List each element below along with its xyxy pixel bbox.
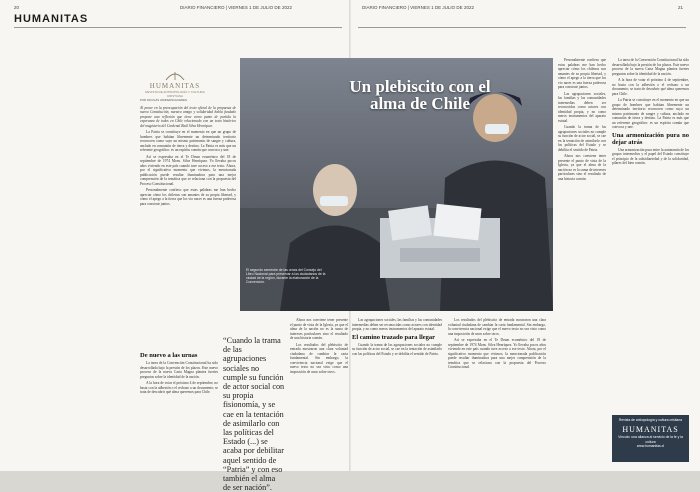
body-paragraph: Cuando la trama de las agrupaciones sociales no cumple su función de actor social, se cae en la tentación de asimilarlo con las políticas del Estado y se debilita el sentido de Patria. bbox=[352, 342, 442, 356]
body-paragraph: Los resultados del plebiscito de entrada mostraron una clara voluntad ciudadana de cambiar la carta fundamental. Sin embargo, la convivencia nacional exige que el nuevo texto no sea visto como una imposición de unos sobre otros. bbox=[290, 342, 348, 374]
promo-line-1: Revista de antropología y cultura cristiana bbox=[618, 418, 683, 422]
body-paragraph: A la hora de votar el próximo 4 de septiembre, no basta con la adhesión o el rechazo a un documento; se trata de descubrir qué alma queremos para Chile. bbox=[612, 78, 689, 96]
body-paragraph: Una armonización pura entre la autonomía de los grupos intermedios y el papel del Estado constituye el principio de la subsidiariedad y de la solidaridad, pilares del bien común. bbox=[612, 147, 689, 165]
body-paragraph: La Patria se constituye en el momento en que un grupo de hombres que habitan libremente un determinado territorio reconocen como suyo un mismo patrimonio de sangre y cultura, anclado en comunión de tierra y destino. La Patria es más que un referente geográfico: es un espíritu común que convoca y une. bbox=[612, 98, 689, 129]
body-paragraph: Así se expresaba en el Te Deum ecuménico del 18 de septiembre de 1974 Mons. Silva Henríquez. Yo llevaba pocos años viviendo en este país cuando tuve acceso a ese texto. Ahora, por el significativo momento que vivimos, la mencionada publicación puede resultar iluminadora para una mejor comprensión de la temática que se relaciona con la propuesta del Proceso Constitucional. bbox=[140, 154, 236, 186]
body-paragraph: La Patria se constituye en el momento en que un grupo de hombres que habitan libremente un determinado territorio reconocen como suyo un mismo patrimonio de sangre y cultura, anclado en comunión de tierra y destino. La Patria es más que un referente geográfico: es un espíritu común que convoca y une. bbox=[140, 130, 236, 152]
folio-left: 20 bbox=[14, 5, 20, 10]
logo-word: HUMANITAS bbox=[149, 82, 201, 90]
header-right: DIARIO FINANCIERO | VIERNES 1 DE JULIO DE 2022 bbox=[362, 5, 474, 10]
promo-line-2: Vínculo: una alianza al servicio de la fe y la cultura bbox=[618, 435, 683, 444]
lead-paragraph: Al poner en la preocupación del texto oficial de la propuesta de nueva Constitución, nuestra amigo y solidaridad habla fundado propone una reflexión que tiene como punto de partida la esperanza de todos en Chile relacionado con un texto histórico del magisterio del Cardenal Raúl Silva Henríquez. bbox=[140, 105, 236, 128]
body-paragraph: Personalmente confieso que estas palabras me han hecho apreciar cómo los chilenos son amantes de su propia libertad, y cómo el apego a la tierra que los vio nacer es una fuerza poderosa para construir juntos. bbox=[558, 58, 606, 89]
body-paragraph: Ahora nos conviene tener presente el punto de vista de la Iglesia, ya que el alma de la nación no es la suma de intereses particulares sino el resultado de una historia común. bbox=[558, 154, 606, 181]
subhead-armonizacion: Una armonización pura no dejar atrás bbox=[612, 131, 689, 146]
body-paragraph: Ahora nos conviene tener presente el punto de vista de la Iglesia, ya que el alma de la nación no es la suma de intereses particulares sino el resultado de una historia común. bbox=[290, 318, 348, 340]
column-2 bbox=[290, 318, 348, 466]
logo-tagline: REVISTA DE ANTROPOLOGÍA Y CULTURA CRISTIANA bbox=[145, 90, 205, 98]
column-1 bbox=[140, 98, 236, 348]
column-4 bbox=[448, 318, 546, 466]
humanitas-logo bbox=[140, 70, 210, 98]
body-paragraph: Así se expresaba en el Te Deum ecuménico del 18 de septiembre de 1974 Mons. Silva Henríquez. Yo llevaba pocos años viviendo en este país cuando tuve acceso a ese texto. Ahora, por el significativo momento que vivimos, la mencionada publicación puede resultar iluminadora para una mejor comprensión de la temática que se relaciona con la propuesta del Proceso Constitucional. bbox=[448, 338, 546, 369]
humanitas-promo-box bbox=[612, 415, 689, 462]
section-rule-left bbox=[14, 27, 342, 28]
folio-right: 21 bbox=[678, 5, 684, 10]
body-paragraph: Los resultados del plebiscito de entrada mostraron una clara voluntad ciudadana de cambiar la carta fundamental. Sin embargo, la convivencia nacional exige que el nuevo texto no sea visto como una imposición de unos sobre otros. bbox=[448, 318, 546, 336]
body-paragraph: Las agrupaciones sociales, las familias y las comunidades intermedias deben ser reconocidas como actores con identidad propia, y no como meros instrumentos del aparato estatal. bbox=[558, 91, 606, 123]
promo-url[interactable]: www.humanitas.cl bbox=[636, 444, 665, 449]
byline: POR NICOLÁS VANDERSCHUEREN bbox=[140, 98, 188, 102]
logo-arch-icon bbox=[164, 70, 186, 81]
column-6 bbox=[612, 58, 689, 412]
body-paragraph: Las agrupaciones sociales, las familias y las comunidades intermedias deben ser reconocidas como actores con identidad propia, y no como meros instrumentos del aparato estatal. bbox=[352, 318, 442, 331]
header-left: DIARIO FINANCIERO | VIERNES 1 DE JULIO DE 2022 bbox=[180, 5, 292, 10]
photo-caption: El segundo semestre de las urnas del Consejo del Libro Nacional para preservar a los ciudadanos de la ciudad de la región, durante la elaboración de la Convención. bbox=[246, 268, 326, 284]
body-paragraph: La tarea de la Convención Constitucional ha sido desarrollada bajo la presión de los plazos. Este nuevo proceso de la nueva Carta Magna plantea fuertes preguntas sobre la identidad de la nación. bbox=[612, 58, 689, 76]
column-3 bbox=[352, 318, 442, 466]
article-headline: Un plebiscito con el alma de Chile bbox=[349, 77, 491, 113]
body-paragraph: A la hora de votar el próximo 4 de septiembre, no basta con la adhesión o el rechazo a un documento; se trata de descubrir qué alma queremos para Chile. bbox=[140, 381, 218, 394]
section-rule-right bbox=[358, 27, 686, 28]
column-1b bbox=[140, 350, 218, 465]
pull-quote: “Cuando la trama de las agrupaciones sociales no cumple su función de actor social con su propia fisionomía, y se cae en la tentación de asimilarlo con las políticas del Estado (...) se acaba por debilitar aquel sentido de “Patria” y con eso también el alma de ser nación”. bbox=[223, 336, 285, 492]
body-paragraph: La tarea de la Convención Constitucional ha sido desarrollada bajo la presión de los plazos. Este nuevo proceso de la nueva Carta Magna plantea fuertes preguntas sobre la identidad de la nación. bbox=[140, 361, 218, 379]
subhead-urnas: De nuevo a las urnas bbox=[140, 352, 198, 359]
body-paragraph: Personalmente confieso que estas palabras me han hecho apreciar cómo los chilenos son amantes de su propia libertad, y cómo el apego a la tierra que los vio nacer es una fuerza poderosa para construir juntos. bbox=[140, 188, 236, 206]
body-paragraph: Cuando la trama de las agrupaciones sociales no cumple su función de actor social, se cae en la tentación de asimilarlo con las políticas del Estado y se debilita el sentido de Patria. bbox=[558, 125, 606, 152]
promo-brand: HUMANITAS bbox=[622, 425, 679, 435]
section-title: HUMANITAS bbox=[14, 13, 89, 25]
column-5 bbox=[558, 58, 606, 463]
subhead-camino: El camino trazado para llegar bbox=[352, 333, 436, 341]
